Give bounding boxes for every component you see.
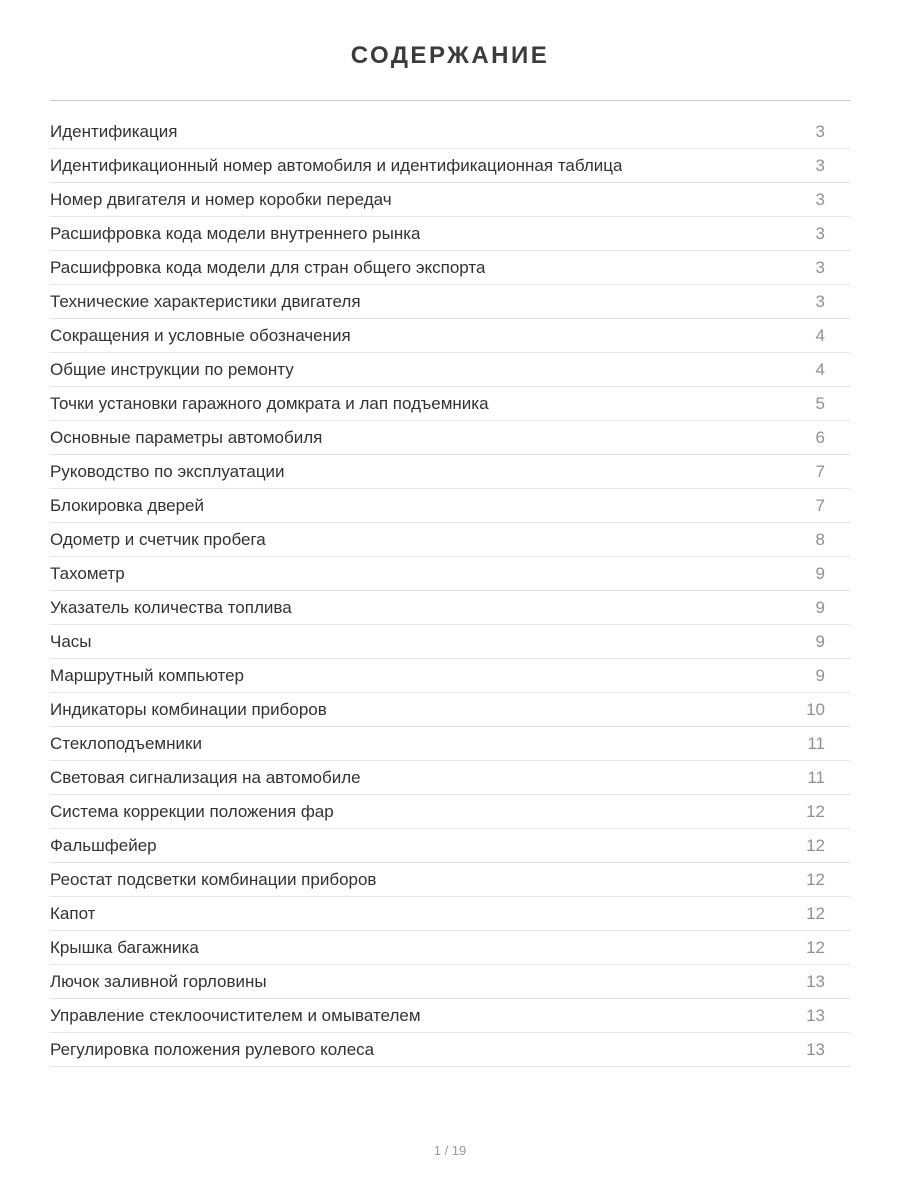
toc-row[interactable]	[50, 421, 850, 455]
toc-entry-page: 8	[815, 529, 825, 549]
toc-entry-label: Основные параметры автомобиля	[50, 427, 323, 447]
toc-entry-label: Маршрутный компьютер	[50, 665, 244, 685]
toc-row[interactable]	[50, 897, 850, 931]
toc-entry-page: 11	[807, 767, 825, 787]
toc-entry-label: Реостат подсветки комбинации приборов	[50, 869, 377, 889]
toc-entry-page: 7	[815, 495, 825, 515]
toc-entry-label: Точки установки гаражного домкрата и лап подъемника	[50, 393, 489, 413]
toc-row[interactable]	[50, 863, 850, 897]
toc-entry-label: Регулировка положения рулевого колеса	[50, 1039, 375, 1059]
toc-row[interactable]	[50, 319, 850, 353]
toc-row[interactable]	[50, 829, 850, 863]
toc-entry-label: Расшифровка кода модели для стран общего экспорта	[50, 257, 486, 277]
toc-entry-label: Фальшфейер	[50, 835, 157, 855]
toc-list	[50, 115, 850, 1067]
toc-row[interactable]	[50, 965, 850, 999]
toc-entry-label: Тахометр	[50, 563, 125, 583]
toc-entry-label: Часы	[50, 631, 92, 651]
toc-entry-page: 9	[815, 563, 825, 583]
toc-entry-page: 11	[807, 733, 825, 753]
toc-entry-label: Капот	[50, 903, 96, 923]
toc-row[interactable]	[50, 591, 850, 625]
toc-row[interactable]	[50, 931, 850, 965]
toc-row[interactable]	[50, 183, 850, 217]
toc-row[interactable]	[50, 761, 850, 795]
toc-entry-page: 3	[815, 121, 825, 141]
toc-entry-page: 12	[806, 937, 825, 957]
toc-entry-label: Номер двигателя и номер коробки передач	[50, 189, 392, 209]
toc-row[interactable]	[50, 795, 850, 829]
page-number-indicator: 1 / 19	[433, 1143, 467, 1158]
toc-row[interactable]	[50, 285, 850, 319]
toc-entry-page: 12	[806, 869, 825, 889]
toc-row[interactable]	[50, 489, 850, 523]
toc-row[interactable]	[50, 625, 850, 659]
toc-entry-page: 13	[806, 1039, 825, 1059]
toc-entry-page: 4	[815, 325, 825, 345]
toc-row[interactable]	[50, 999, 850, 1033]
toc-entry-label: Стеклоподъемники	[50, 733, 202, 753]
toc-entry-label: Световая сигнализация на автомобиле	[50, 767, 361, 787]
toc-entry-label: Управление стеклоочистителем и омывателем	[50, 1005, 421, 1025]
toc-entry-page: 5	[815, 393, 825, 413]
toc-entry-label: Руководство по эксплуатации	[50, 461, 285, 481]
toc-row[interactable]	[50, 455, 850, 489]
toc-entry-label: Одометр и счетчик пробега	[50, 529, 266, 549]
toc-entry-label: Система коррекции положения фар	[50, 801, 334, 821]
toc-row[interactable]	[50, 353, 850, 387]
toc-entry-label: Указатель количества топлива	[50, 597, 292, 617]
toc-entry-page: 10	[806, 699, 825, 719]
toc-entry-page: 4	[815, 359, 825, 379]
toc-entry-label: Идентификационный номер автомобиля и идентификационная таблица	[50, 155, 623, 175]
toc-entry-label: Идентификация	[50, 121, 178, 141]
title-divider	[50, 100, 850, 101]
toc-row[interactable]	[50, 1033, 850, 1067]
toc-entry-page: 9	[815, 597, 825, 617]
toc-entry-label: Общие инструкции по ремонту	[50, 359, 294, 379]
toc-entry-label: Расшифровка кода модели внутреннего рынка	[50, 223, 421, 243]
toc-row[interactable]	[50, 387, 850, 421]
toc-entry-page: 9	[815, 631, 825, 651]
toc-entry-page: 12	[806, 835, 825, 855]
toc-entry-label: Технические характеристики двигателя	[50, 291, 361, 311]
toc-entry-page: 3	[815, 155, 825, 175]
toc-row[interactable]	[50, 251, 850, 285]
toc-entry-label: Индикаторы комбинации приборов	[50, 699, 327, 719]
toc-row[interactable]	[50, 523, 850, 557]
toc-entry-page: 3	[815, 189, 825, 209]
toc-entry-label: Крышка багажника	[50, 937, 199, 957]
toc-entry-page: 13	[806, 1005, 825, 1025]
toc-entry-page: 6	[815, 427, 825, 447]
toc-entry-page: 12	[806, 903, 825, 923]
toc-entry-page: 13	[806, 971, 825, 991]
toc-entry-page: 3	[815, 291, 825, 311]
toc-entry-page: 7	[815, 461, 825, 481]
toc-row[interactable]	[50, 727, 850, 761]
toc-row[interactable]	[50, 557, 850, 591]
toc-entry-label: Лючок заливной горловины	[50, 971, 267, 991]
toc-entry-page: 9	[815, 665, 825, 685]
toc-entry-page: 3	[815, 257, 825, 277]
toc-row[interactable]	[50, 115, 850, 149]
toc-entry-label: Сокращения и условные обозначения	[50, 325, 351, 345]
page-title: СОДЕРЖАНИЕ	[350, 42, 550, 69]
toc-row[interactable]	[50, 217, 850, 251]
toc-row[interactable]	[50, 149, 850, 183]
toc-entry-page: 12	[806, 801, 825, 821]
toc-entry-label: Блокировка дверей	[50, 495, 205, 515]
toc-entry-page: 3	[815, 223, 825, 243]
toc-row[interactable]	[50, 659, 850, 693]
toc-row[interactable]	[50, 693, 850, 727]
